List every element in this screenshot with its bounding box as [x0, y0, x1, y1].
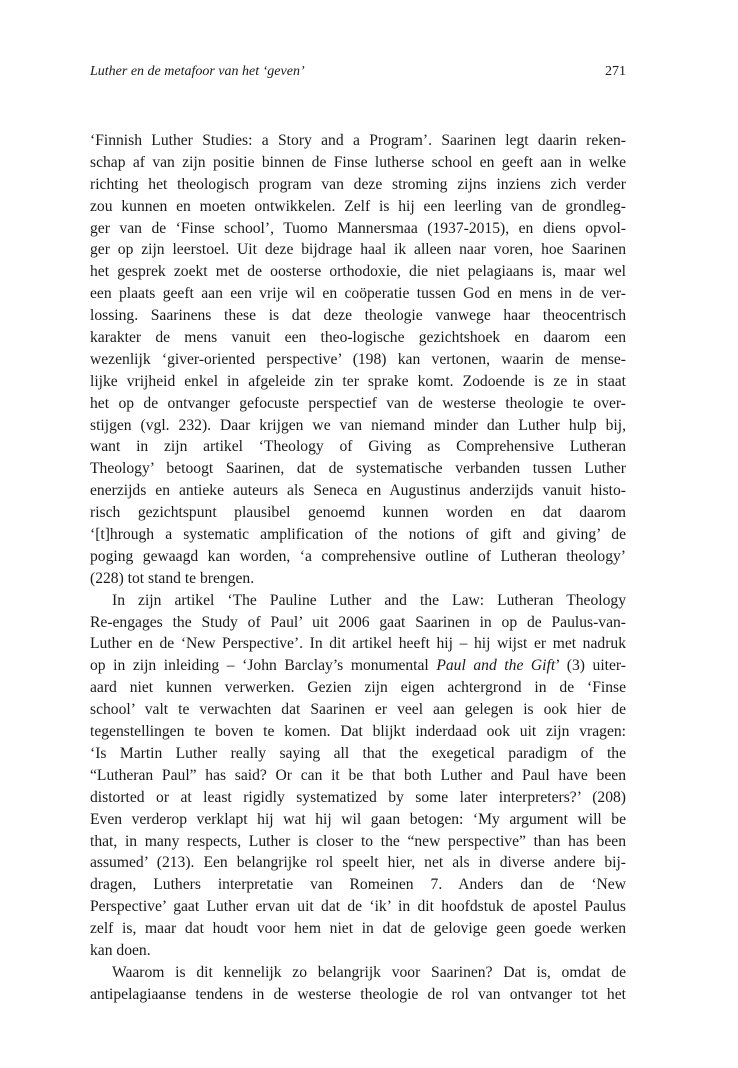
text-line: lossing. Saarinens these is dat deze theologie vanwege haar theocentrisch [90, 307, 626, 325]
text-line: “Lutheran Paul” has said? Or can it be that both Luther and Paul have been [90, 766, 626, 784]
text-line: een plaats geeft aan een vrije wil en coöperatie tussen God en mens in de ver- [90, 285, 626, 303]
body-text [90, 130, 626, 1006]
text-line: Perspective’ gaat Luther ervan uit dat de ‘ik’ in dit hoofdstuk de apostel Paulus [90, 898, 626, 916]
text-line: schap af van zijn positie binnen de Finse lutherse school en geeft aan in welke [90, 153, 626, 171]
italic-title: Paul and the Gift [436, 657, 556, 675]
text-line: op in zijn inleiding – ‘John Barclay’s monumental Paul and the Gift’ (3) uiter- [90, 657, 626, 675]
text-line: (228) tot stand te brengen. [90, 569, 255, 587]
text-line: zelf is, maar dat houdt voor hem niet in dat de gelovige geen goede werken [90, 920, 626, 938]
text-line: dragen, Luthers interpretatie van Romeinen 7. Anders dan de ‘New [90, 876, 626, 894]
text-line: Even verderop verklapt hij wat hij wil gaan betogen: ‘My argument will be [90, 810, 626, 828]
text-line: richting het theologisch program van deze stroming zijns inziens zich verder [90, 175, 626, 193]
running-header [90, 62, 626, 82]
paragraph [90, 590, 626, 962]
text-line: Waarom is dit kennelijk zo belangrijk voor Saarinen? Dat is, omdat de [112, 963, 626, 981]
text-line: ‘Is Martin Luther really saying all that the exegetical paradigm of the [90, 744, 626, 762]
paragraph [90, 962, 626, 1006]
text-line: risch gezichtspunt plausibel genoemd kunnen worden en dat daarom [90, 504, 626, 522]
text-line: enerzijds en antieke auteurs als Seneca en Augustinus anderzijds vanuit histo- [90, 482, 626, 500]
text-line: tegenstellingen te boven te komen. Dat blijkt inderdaad ook uit zijn vragen: [90, 723, 626, 741]
running-title: Luther en de metafoor van het ‘geven’ [90, 64, 305, 79]
text-line: Luther en de ‘New Perspective’. In dit artikel heeft hij – hij wijst er met nadruk [90, 635, 626, 653]
text-line: Re-engages the Study of Paul’ uit 2006 gaat Saarinen in op de Paulus-van- [90, 613, 626, 631]
text-line: zou kunnen en moeten ontwikkelen. Zelf is hij een leerling van de grondleg- [90, 197, 626, 215]
text-line: distorted or at least rigidly systematized by some later interpreters?’ (208) [90, 788, 626, 806]
text-line: het gesprek zoekt met de oosterse orthodoxie, die niet pelagiaans is, maar wel [90, 263, 626, 281]
text-line: wezenlijk ‘giver-oriented perspective’ (198) kan vertonen, waarin de mense- [90, 350, 626, 368]
text-line: kan doen. [90, 941, 151, 959]
text-line: ‘Finnish Luther Studies: a Story and a Program’. Saarinen legt daarin reken- [90, 132, 626, 149]
paragraph [90, 130, 626, 590]
text-line: Theology’ betoogt Saarinen, dat de systematische verbanden tussen Luther [90, 460, 626, 478]
text-line: ger op zijn leerstoel. Uit deze bijdrage haal ik alleen naar voren, hoe Saarinen [90, 241, 626, 259]
text-line: assumed’ (213). Een belangrijke rol speelt hier, net als in diverse andere bij- [90, 854, 626, 872]
text-line: aard niet kunnen verwerken. Gezien zijn eigen achtergrond in de ‘Finse [90, 679, 626, 697]
page-number: 271 [605, 64, 626, 79]
text-line: ‘[t]hrough a systematic amplification of the notions of gift and giving’ de [90, 526, 626, 544]
text-line: ger van de ‘Finse school’, Tuomo Mannersmaa (1937-2015), en diens opvol- [90, 219, 626, 237]
text-line: het op de ontvanger gefocuste perspectief van de westerse theologie te over- [90, 394, 626, 412]
text-line: poging gewaagd kan worden, ‘a comprehensive outline of Lutheran theology’ [90, 547, 626, 565]
text-line: antipelagiaanse tendens in de westerse theologie de rol van ontvanger tot het [90, 985, 626, 1003]
text-line: lijke vrijheid enkel in afgeleide zin ter sprake komt. Zodoende is ze in staat [90, 372, 626, 390]
text-line: school’ valt te verwachten dat Saarinen er veel aan gelegen is ook hier de [90, 701, 626, 719]
text-line: stijgen (vgl. 232). Daar krijgen we van niemand minder dan Luther hulp bij, [90, 416, 626, 434]
text-line: karakter de mens vanuit een theo-logische gezichtshoek en daarom een [90, 329, 626, 347]
text-line: that, in many respects, Luther is closer to the “new perspective” than has been [90, 832, 626, 850]
text-line: In zijn artikel ‘The Pauline Luther and the Law: Lutheran Theology [112, 591, 626, 609]
text-line: want in zijn artikel ‘Theology of Giving as Comprehensive Lutheran [90, 438, 626, 456]
